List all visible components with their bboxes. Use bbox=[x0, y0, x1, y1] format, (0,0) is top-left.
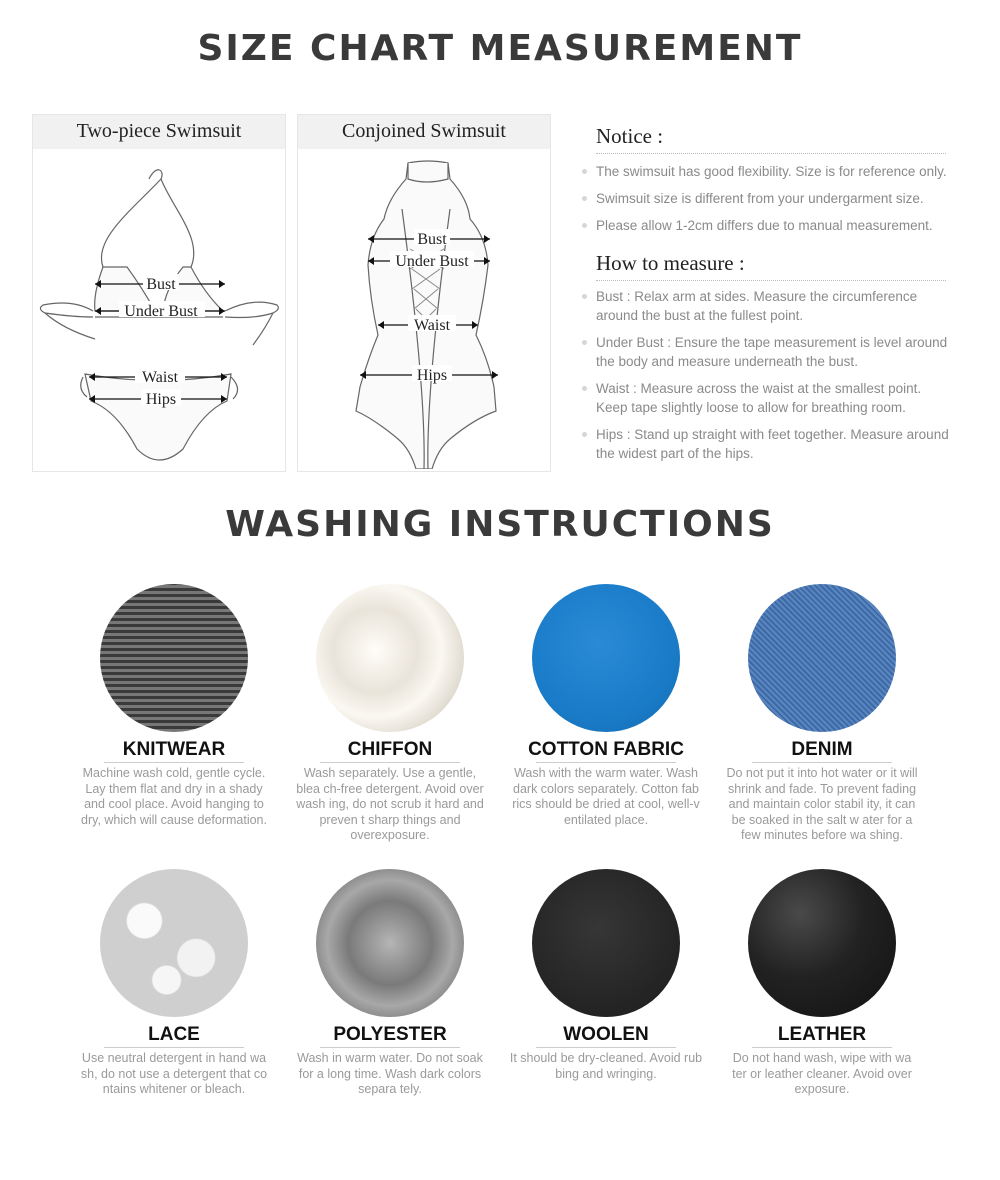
notice-item: Swimsuit size is different from your undergarment size. bbox=[596, 189, 956, 208]
measure-item: Hips : Stand up straight with feet together. Measure around the widest part of the hips. bbox=[596, 425, 956, 463]
two-piece-title: Two-piece Swimsuit bbox=[33, 115, 285, 149]
fabric-name: LACE bbox=[148, 1024, 200, 1045]
fabric-desc: Wash separately. Use a gentle, blea ch-free detergent. Avoid over wash ing, do not scrub it hard and preven t sharp things and overexposure. bbox=[296, 766, 484, 842]
under-bust-label: Under Bust bbox=[395, 253, 469, 270]
fabric-desc: It should be dry-cleaned. Avoid rub bing and wringing. bbox=[509, 1051, 703, 1081]
notice-title: Notice : bbox=[596, 124, 946, 154]
fabric-card bbox=[64, 584, 284, 828]
fabric-name: KNITWEAR bbox=[122, 739, 226, 760]
conjoined-title: Conjoined Swimsuit bbox=[298, 115, 550, 149]
fabric-card bbox=[496, 584, 716, 828]
fabric-name: LEATHER bbox=[777, 1024, 867, 1045]
measure-item: Bust : Relax arm at sides. Measure the circumference around the bust at the fullest point. bbox=[596, 287, 956, 325]
fabric-desc: Do not hand wash, wipe with wa ter or leather cleaner. Avoid over exposure. bbox=[732, 1051, 912, 1096]
washing-title: WASHING INSTRUCTIONS bbox=[225, 504, 775, 545]
chiffon-swatch bbox=[316, 584, 464, 732]
fabric-card bbox=[496, 869, 716, 1082]
bust-label: Bust bbox=[146, 276, 176, 293]
notice-item: Please allow 1-2cm differs due to manual measurement. bbox=[596, 216, 956, 235]
fabric-desc: Wash with the warm water. Wash dark colors separately. Cotton fab rics should be dried at cool, well-v entilated place. bbox=[512, 766, 700, 827]
fabric-desc: Use neutral detergent in hand wa sh, do not use a detergent that co ntains whitener or bleach. bbox=[80, 1051, 268, 1096]
under-bust-label: Under Bust bbox=[124, 303, 198, 320]
hips-label: Hips bbox=[145, 391, 177, 408]
fabric-desc: Wash in warm water. Do not soak for a long time. Wash dark colors separa tely. bbox=[297, 1051, 483, 1096]
leather-swatch bbox=[748, 869, 896, 1017]
fabric-name: DENIM bbox=[791, 739, 853, 760]
notice-section bbox=[596, 124, 956, 235]
woolen-swatch bbox=[532, 869, 680, 1017]
notice-item: The swimsuit has good flexibility. Size is for reference only. bbox=[596, 162, 956, 181]
lace-swatch bbox=[100, 869, 248, 1017]
waist-label: Waist bbox=[141, 369, 179, 386]
denim-swatch bbox=[748, 584, 896, 732]
fabric-name: WOOLEN bbox=[563, 1024, 649, 1045]
fabric-card bbox=[280, 584, 500, 844]
measure-item: Under Bust : Ensure the tape measurement is level around the body and measure underneath the bust. bbox=[596, 333, 956, 371]
waist-label: Waist bbox=[413, 317, 451, 334]
fabric-name: POLYESTER bbox=[333, 1024, 447, 1045]
fabric-card bbox=[64, 869, 284, 1098]
measure-item: Waist : Measure across the waist at the smallest point. Keep tape slightly loose to allow for breathing room. bbox=[596, 379, 956, 417]
conjoined-panel bbox=[297, 114, 551, 472]
knitwear-swatch bbox=[100, 584, 248, 732]
fabric-card bbox=[712, 584, 932, 844]
two-piece-panel bbox=[32, 114, 286, 472]
polyester-swatch bbox=[316, 869, 464, 1017]
fabric-card bbox=[712, 869, 932, 1098]
how-to-measure-section bbox=[596, 251, 956, 463]
two-piece-diagram bbox=[33, 149, 285, 469]
how-to-measure-title: How to measure : bbox=[596, 251, 946, 281]
fabric-name: CHIFFON bbox=[347, 739, 433, 760]
size-chart-title: SIZE CHART MEASUREMENT bbox=[197, 28, 803, 69]
bust-label: Bust bbox=[417, 231, 447, 248]
fabric-desc: Machine wash cold, gentle cycle. Lay them flat and dry in a shady and cool place. Avoid hanging to dry, which will cause deformation. bbox=[81, 766, 267, 827]
fabric-name: COTTON FABRIC bbox=[528, 739, 684, 760]
hips-label: Hips bbox=[416, 367, 448, 384]
fabric-desc: Do not put it into hot water or it will shrink and fade. To prevent fading and maintain color stabil ity, it can be soaked in the salt w ater for a few minutes before wa shing. bbox=[726, 766, 918, 842]
cotton-swatch bbox=[532, 584, 680, 732]
fabric-card bbox=[280, 869, 500, 1098]
conjoined-diagram bbox=[298, 149, 550, 469]
